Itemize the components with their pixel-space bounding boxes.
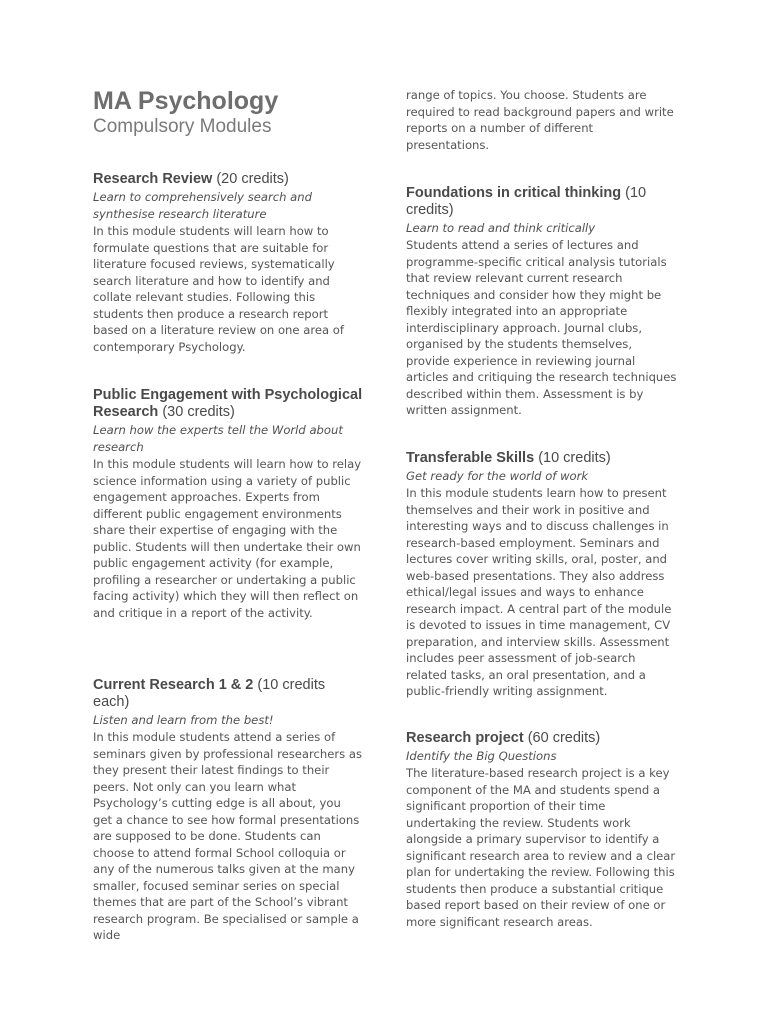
module-description: The literature-based research project is a key component of the MA and students spend a significant proportion of their time undertaking the review. Students work alongside a primary supervisor to identify a significant research area to review and a clear plan for undertaking the review. Following this students then produce a substantial critique based report based on their review of one or more significant research areas.	[406, 766, 676, 929]
module-tagline: Learn to comprehensively search and synthesise research literature	[93, 190, 312, 221]
module-tagline: Listen and learn from the best!	[93, 713, 274, 727]
module-heading	[406, 730, 678, 747]
module-tagline: Learn how the experts tell the World about research	[93, 423, 343, 454]
module-description: In this module students attend a series of seminars given by professional researchers as they present their latest findings to their peers. Not only can you learn what Psychology’s cutting edge is all about, you get a chance to see how formal presentations are supposed to be done. Students can choose to attend formal School colloquia or any of the numerous talks given at the many smaller, focused seminar series on special themes that are part of the School’s vibrant research program. Be specialised or sample a wide	[93, 730, 363, 942]
module-tagline: Learn to read and think critically	[406, 221, 596, 235]
module-name: Public Engagement with Psychological Research	[93, 387, 363, 420]
module-name: Current Research 1 & 2	[93, 677, 254, 693]
module-heading	[93, 387, 363, 421]
module-description: In this module students will learn how to relay science information using a variety of public engagement approaches. Experts from different public engagement environments share their expertise of engaging with the public. Students will then undertake their own public engagement activity (for example, profiling a researcher or undertaking a public facing activity) which they will then reflect on and critique in a report of the activity.	[93, 457, 362, 620]
module-tagline: Get ready for the world of work	[406, 469, 589, 483]
module-heading	[93, 171, 363, 188]
module-research-review	[93, 171, 363, 355]
module-name: Transferable Skills	[406, 450, 535, 466]
module-critical-thinking	[406, 185, 678, 419]
module-description: Students attend a series of lectures and programme-specific critical analysis tutorials that review relevant current research techniques and consider how they might be flexibly integrated into an appropriate interdisciplinary approach. Journal clubs, organised by the students themselves, provide experience in reviewing journal articles and critiquing the research techniques described within them. Assessment is by written assignment.	[406, 238, 677, 417]
module-transferable-skills	[406, 450, 678, 700]
module-name: Research Review	[93, 171, 213, 187]
module-credits: (20 credits)	[216, 171, 289, 187]
module-name: Foundations in critical thinking	[406, 185, 622, 201]
module-current-research	[93, 677, 363, 944]
module-heading	[406, 450, 678, 467]
module-credits: (60 credits)	[527, 730, 601, 746]
module-name: Research project	[406, 730, 524, 746]
page-title: MA Psychology	[93, 87, 279, 115]
page-subtitle: Compulsory Modules	[93, 116, 272, 137]
module-tagline: Identify the Big Questions	[406, 749, 557, 763]
module-description: In this module students learn how to present themselves and their work in positive and interesting ways and to discuss challenges in research-based employment. Seminars and lectures cover writing skills, oral, poster, and web-based presentations. They also address ethical/legal issues and ways to enhance research impact. A central part of the module is devoted to issues in time management, CV preparation, and interview skills. Assessment includes peer assessment of job-search related tasks, an oral presentation, and a public-friendly writing assignment.	[406, 486, 672, 698]
module-research-project	[406, 730, 678, 930]
module-description: In this module students will learn how to formulate questions that are suitable for literature focused reviews, systematically search literature and how to identify and collate relevant studies. Following this students then produce a research report based on a literature review on one area of contemporary Psychology.	[93, 224, 344, 354]
module-credits: (10 credits each)	[93, 677, 326, 710]
module-credits: (10 credits)	[538, 450, 611, 466]
continued-text: range of topics. You choose. Students are required to read background papers and write reports on a number of different presentations.	[406, 88, 674, 152]
module-public-engagement	[93, 387, 363, 621]
module-credits: (30 credits)	[162, 404, 235, 420]
module-credits: (10 credits)	[406, 185, 647, 218]
module-heading	[93, 677, 363, 711]
module-heading	[406, 185, 678, 219]
